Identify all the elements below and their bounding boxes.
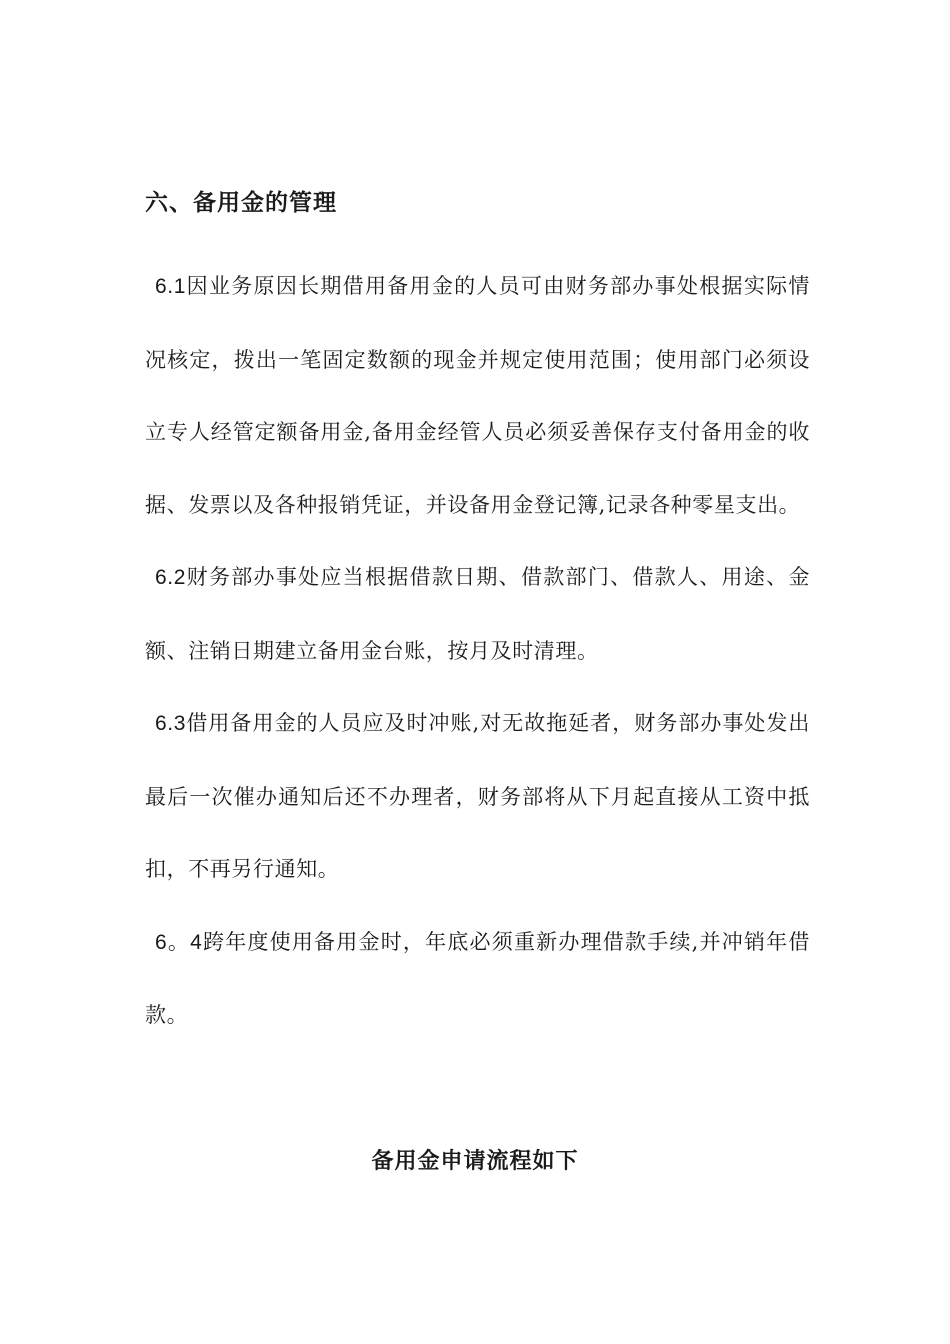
paragraph-text: 跨年度使用备用金时，年底必须重新办理借款手续,并冲销年借款。 [145, 929, 810, 1027]
section-heading: 六、备用金的管理 [145, 189, 337, 216]
flow-heading: 备用金申请流程如下 [371, 1148, 579, 1174]
paragraph-text: 借用备用金的人员应及时冲账,对无故拖延者，财务部办事处发出最后一次催办通知后还不办理者，财务部将从下月起直接从工资中抵扣，不再另行通知。 [145, 711, 810, 881]
paragraph-number: 6.1 [155, 275, 186, 298]
paragraph-text: 因业务原因长期借用备用金的人员可由财务部办事处根据实际情况核定，拨出一笔固定数额的现金并规定使用范围；使用部门必须设立专人经管定额备用金,备用金经管人员必须妥善保存支付备用金的收据、发票以及各种报销凭证，并设备用金登记簿,记录各种零星支出。 [145, 274, 810, 517]
paragraph-text: 财务部办事处应当根据借款日期、借款部门、借款人、用途、金额、注销日期建立备用金台账，按月及时清理。 [145, 565, 810, 663]
paragraph-6-2 [145, 541, 810, 687]
section-body [145, 250, 810, 1052]
paragraph-number: 6.3 [155, 712, 186, 735]
paragraph-number: 6。4 [155, 930, 203, 954]
paragraph-6-1 [145, 250, 810, 541]
paragraph-6-4 [145, 906, 810, 1052]
paragraph-number: 6.2 [155, 566, 186, 589]
paragraph-6-3 [145, 687, 810, 906]
